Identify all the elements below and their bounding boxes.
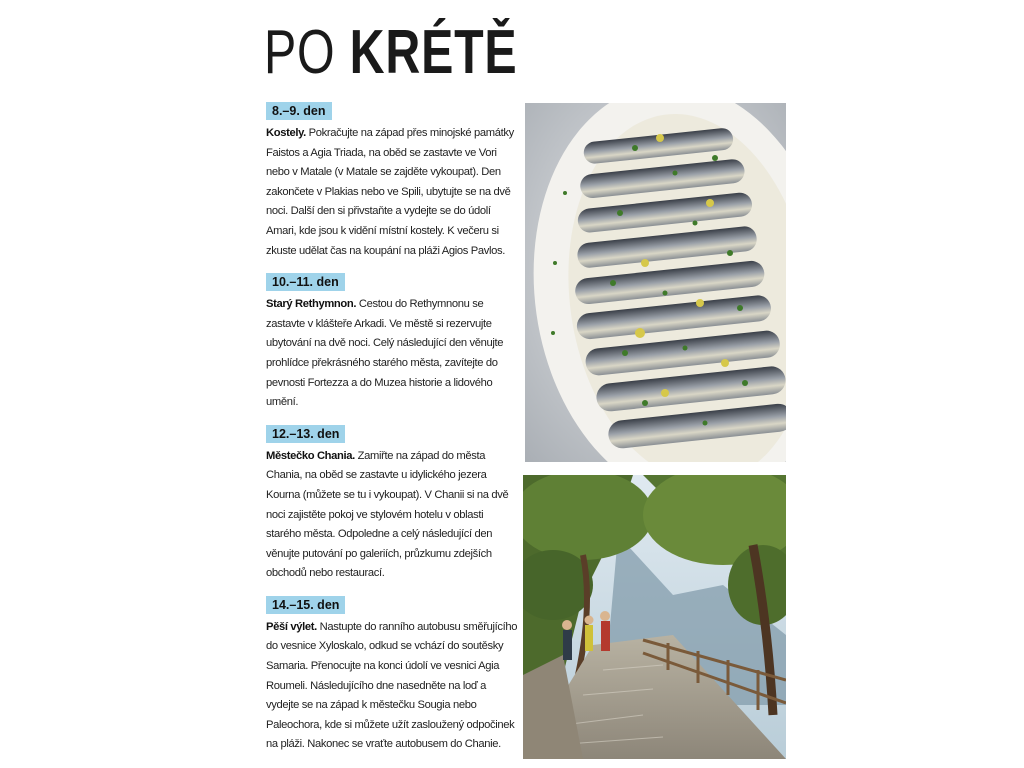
section-lead: Městečko Chania. — [266, 449, 355, 462]
section-text — [266, 124, 518, 261]
section-text — [266, 447, 518, 584]
section-lead: Kostely. — [266, 127, 306, 139]
itinerary-section-2 — [266, 273, 518, 413]
day-label: 8.–9. den — [266, 102, 332, 120]
anchovies-photo — [525, 103, 786, 462]
day-label: 10.–11. den — [266, 273, 345, 291]
gorge-hikers-photo — [523, 475, 786, 759]
day-label: 14.–15. den — [266, 596, 345, 614]
section-lead: Starý Rethymnon. — [266, 298, 357, 311]
title-bold: KRÉTĚ — [349, 18, 518, 87]
itinerary-section-1 — [266, 102, 518, 261]
section-body: Nastupte do ranního autobusu směřujícího do vesnice Xyloskalo, odkud se vchází do soutěsky Samaria. Přenocujte na konci údolí ve vesnici Agia Roumeli. Následujícího dne nasedněte na loď a vydejte se na západ k městečku Sougia nebo Paleochora, kde si můžete užít zasloužený odpočinek na pláži. Nakonec se vraťte autobusem do Chanie. — [266, 620, 518, 751]
gorge-illustration — [523, 475, 786, 759]
section-body: Pokračujte na západ přes minojské památky Faistos a Agia Triada, na oběd se zastavte ve Vori nebo v Matale (v Matale se zajděte vykoupat). Den zakončete v Plakias nebo ve Spili, ubytujte se na dvě noci. Další den si přivstaňte a vydejte se do údolí Amari, kde jsou k vidění místní kostely. K večeru si zkuste udělat čas na koupání na pláži Agios Pavlos. — [266, 127, 514, 257]
section-body: Cestou do Rethymnonu se zastavte v klášteře Arkadi. Ve městě si rezervujte ubytování na dvě noci. Celý následující den věnujte prohlídce překrásného starého města, zavítejte do pevnosti Fortezza a do Muzea historie a lidového umění. — [266, 298, 504, 409]
section-text — [266, 295, 518, 413]
page-title — [264, 18, 518, 87]
day-label: 12.–13. den — [266, 425, 345, 443]
itinerary-section-4 — [266, 596, 518, 755]
section-lead: Pěší výlet. — [266, 620, 317, 633]
anchovies-illustration — [525, 103, 786, 462]
section-text — [266, 618, 518, 755]
itinerary-column — [266, 102, 518, 767]
title-light: PO — [264, 18, 336, 87]
itinerary-section-3 — [266, 425, 518, 584]
section-body: Zamiřte na západ do města Chania, na oběd se zastavte u idylického jezera Kourna (můžete se tu i vykoupat). V Chanii si na dvě noci zajistěte pokoj ve stylovém hotelu v oblasti starého města. Odpoledne a celý následující den věnujte putování po galeriích, průzkumu zdejších obchodů nebo restaurací. — [266, 449, 509, 580]
